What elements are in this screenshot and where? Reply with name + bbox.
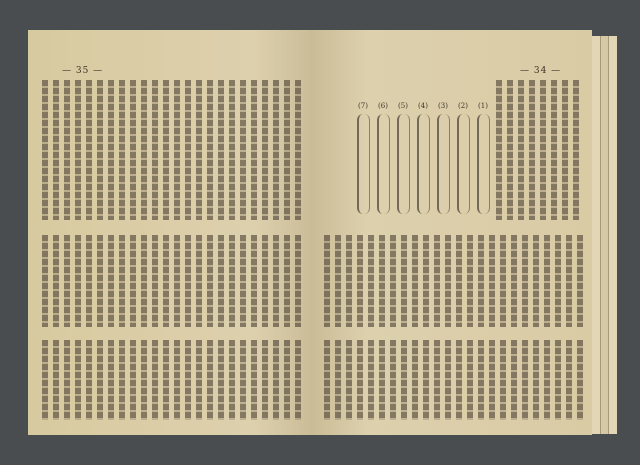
page-number: — 34 —: [520, 66, 562, 76]
text-block: [42, 340, 304, 420]
text-block: [324, 340, 586, 420]
talisman-glyph-icon: [437, 114, 450, 214]
talisman-figure: (6): [376, 102, 390, 214]
talisman-figure: (2): [456, 102, 470, 214]
book-spread: [22, 22, 622, 442]
text-block: [42, 80, 304, 220]
talisman-figure: (1): [476, 102, 490, 214]
talisman-glyph-icon: [417, 114, 430, 214]
page-number: — 35 —: [62, 66, 104, 76]
left-page: [28, 30, 310, 435]
page-edge: [608, 36, 617, 434]
talisman-glyph-icon: [377, 114, 390, 214]
talisman-figure: (5): [396, 102, 410, 214]
text-block: [42, 235, 304, 327]
talisman-figure: (3): [436, 102, 450, 214]
talisman-glyph-icon: [457, 114, 470, 214]
right-page: [310, 30, 592, 435]
talisman-glyph-icon: [357, 114, 370, 214]
talisman-figure: (7): [356, 102, 370, 214]
text-block: [324, 235, 586, 327]
talisman-figure: (4): [416, 102, 430, 214]
talisman-glyph-icon: [477, 114, 490, 214]
text-block: [496, 80, 584, 220]
talisman-glyph-icon: [397, 114, 410, 214]
